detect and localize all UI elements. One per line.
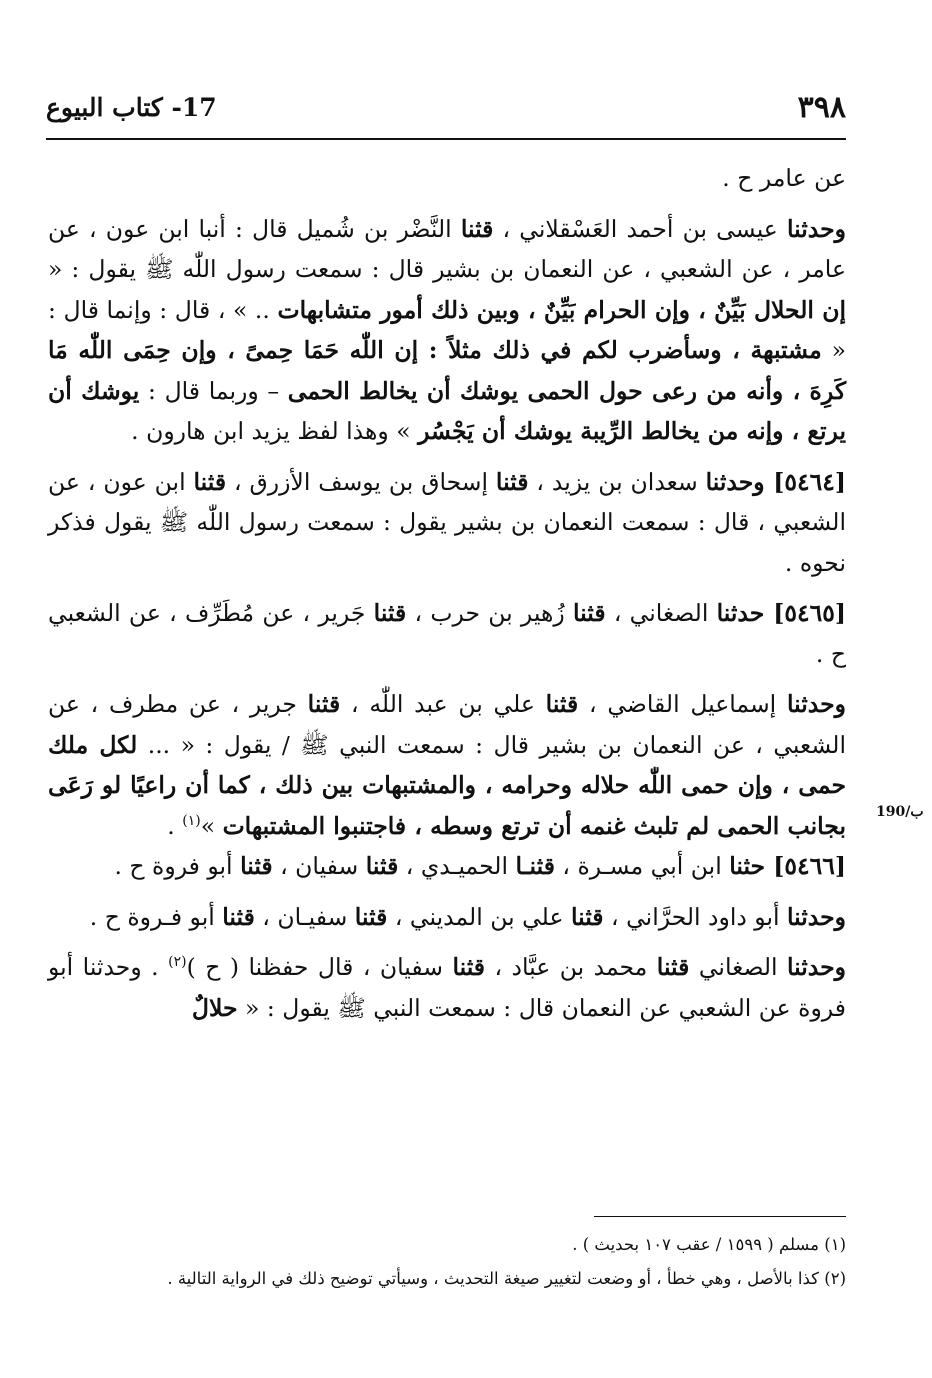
paragraph bbox=[48, 947, 846, 1028]
bold-text: قثنـا bbox=[515, 852, 555, 880]
bold-text: إن الحلال بَيِّنٌ ، وإن الحرام بَيِّنٌ ، وبين ذلك أمور متشابهات bbox=[277, 295, 846, 324]
bold-text: لكل ملك حمى ، وإن حمى اللّٰه حلاله وحرامه ، والمشتبهات بين ذلك ، كما أن راعيًا لو رَعَى بجانب الحمى لم تلبث غنمه أن ترتع وسطه ، فاجتنبوا المشتبهات bbox=[48, 730, 846, 840]
text-run: .. » ، قال : وإنما قال : « bbox=[48, 295, 846, 364]
text-run: الحميـدي ، bbox=[398, 852, 516, 880]
header-rule bbox=[46, 138, 846, 140]
text-run: ابن أبي مسـرة ، bbox=[554, 852, 730, 880]
paragraph bbox=[48, 897, 846, 938]
text-run: » bbox=[200, 811, 223, 840]
text-run: علي بن عبد اللّٰه ، bbox=[340, 690, 546, 718]
text-run: – وربما قال : bbox=[139, 376, 288, 405]
text-run: أبو فروة ح . bbox=[114, 852, 241, 880]
paragraph bbox=[48, 684, 846, 846]
bold-text: مشتبهة ، وسأضرب لكم في ذلك مثلاً : إن اللّٰه حَمَا حِمىً ، وإن حِمَى اللّٰه مَا كَرِهَ ، وأنه من رعى حول الحمى يوشك أن يخالط الحمى bbox=[48, 336, 847, 405]
bold-text: [٥٤٦٥] حدثنا bbox=[716, 599, 846, 627]
paragraph bbox=[48, 846, 846, 887]
text-run: إسماعيل القاضي ، bbox=[578, 690, 787, 718]
footnote-ref: (١) bbox=[182, 812, 201, 829]
text-run: » وهذا لفظ يزيد ابن هارون . bbox=[131, 417, 419, 445]
text-run: أبو فـروة ح . bbox=[89, 902, 223, 931]
page-header bbox=[46, 82, 846, 132]
bold-text: وحدثنا bbox=[786, 690, 846, 718]
text-run: ابن عون ، عن الشعبي ، قال : سمعت النعمان بن بشير يقول : سمعت رسول اللّٰه ﷺ يقول فذكر نحوه . bbox=[48, 467, 846, 577]
bold-text: وحدثنا bbox=[786, 902, 846, 931]
bold-text: يوشك أن يرتع ، وإنه من يخالط الرِّيبة يوشك أن يَجْسُر bbox=[48, 376, 846, 445]
text-run: عيسى بن أحمد العَسْقلاني ، bbox=[493, 214, 787, 243]
bold-text: قثنا bbox=[240, 852, 273, 880]
bold-text: قثنا bbox=[460, 214, 494, 243]
text-run: إسحاق بن يوسف الأزرق ، bbox=[226, 467, 496, 496]
footnote-separator bbox=[594, 1216, 846, 1217]
bold-text: قثنا bbox=[193, 467, 227, 496]
text-run: زُهير بن حرب ، bbox=[406, 599, 573, 627]
bold-text: قثنا bbox=[495, 467, 529, 496]
bold-text: قثنا bbox=[365, 852, 399, 880]
text-run: سفيان ، bbox=[272, 852, 366, 880]
footnote-ref: (٢) bbox=[168, 954, 187, 971]
text-run: الصغاني ، bbox=[605, 599, 717, 627]
footnote: (٢) كذا بالأصل ، وهي خطأ ، أو وضعت لتغيير صيغة التحديث ، وسيأتي توضيح ذلك في الرواية التالية . bbox=[167, 1269, 846, 1288]
bold-text: قثنا bbox=[545, 690, 579, 718]
text-run: محمد بن عبَّاد ، bbox=[485, 953, 657, 981]
text-run: سفيان ، قال حفظنا ( ح ) bbox=[186, 953, 453, 981]
text-run: أبو داود الحرَّاني ، bbox=[603, 902, 787, 931]
text-run: جَرير ، عن مُطَرِّف ، عن الشعبي ح . bbox=[48, 599, 846, 668]
bold-text: قثنا bbox=[373, 599, 407, 627]
paragraph bbox=[48, 462, 846, 584]
bold-text: قثنا bbox=[572, 599, 606, 627]
footnotes bbox=[48, 1228, 846, 1296]
text-run: النَّضْر بن شُميل قال : أنبا ابن عون ، عن عامر ، عن الشعبي ، عن النعمان بن بشير قال : سمعت رسول اللّٰه ﷺ يقول : « bbox=[48, 214, 846, 283]
bold-text: قثنا bbox=[307, 690, 341, 718]
bold-text: حلالٌ bbox=[191, 993, 238, 1022]
bold-text: قثنا bbox=[354, 902, 388, 931]
paragraph bbox=[48, 158, 846, 199]
text-run: . bbox=[167, 811, 183, 840]
bold-text: وحدثنا bbox=[787, 953, 847, 981]
margin-folio-note: 190/ب bbox=[876, 804, 924, 820]
text-run: سفيـان ، bbox=[254, 902, 355, 931]
bold-text: [٥٤٦٦] حثنا bbox=[729, 852, 846, 880]
text-run: علي بن المديني ، bbox=[387, 902, 571, 931]
main-text bbox=[48, 158, 846, 1028]
chapter-title: 17- كتاب البيوع bbox=[46, 92, 217, 122]
text-run: الصغاني bbox=[689, 953, 788, 981]
bold-text: قثنا bbox=[452, 953, 486, 981]
footnote: (١) مسلم ( ١٥٩٩ / عقب ١٠٧ بحديث ) . bbox=[572, 1235, 846, 1254]
bold-text: [٥٤٦٤] وحدثنا bbox=[705, 467, 846, 496]
text-run: . وحدثنا أبو فروة عن الشعبي عن النعمان قال : سمعت النبي ﷺ يقول : « bbox=[48, 953, 846, 1022]
text-run: سعدان بن يزيد ، bbox=[528, 467, 706, 496]
bold-text: وحدثنا bbox=[786, 214, 846, 243]
bold-text: قثنا bbox=[656, 953, 690, 981]
page-number: ٣٩٨ bbox=[797, 89, 846, 125]
paragraph bbox=[48, 593, 846, 674]
bold-text: قثنا bbox=[570, 902, 604, 931]
paragraph bbox=[48, 209, 846, 452]
bold-text: قثنا bbox=[222, 902, 255, 931]
text-run: جرير ، عن مطرف ، عن الشعبي ، عن النعمان بن بشير قال : سمعت النبي ﷺ / يقول : « ... bbox=[48, 690, 846, 759]
text-run: عن عامر ح . bbox=[722, 164, 846, 192]
